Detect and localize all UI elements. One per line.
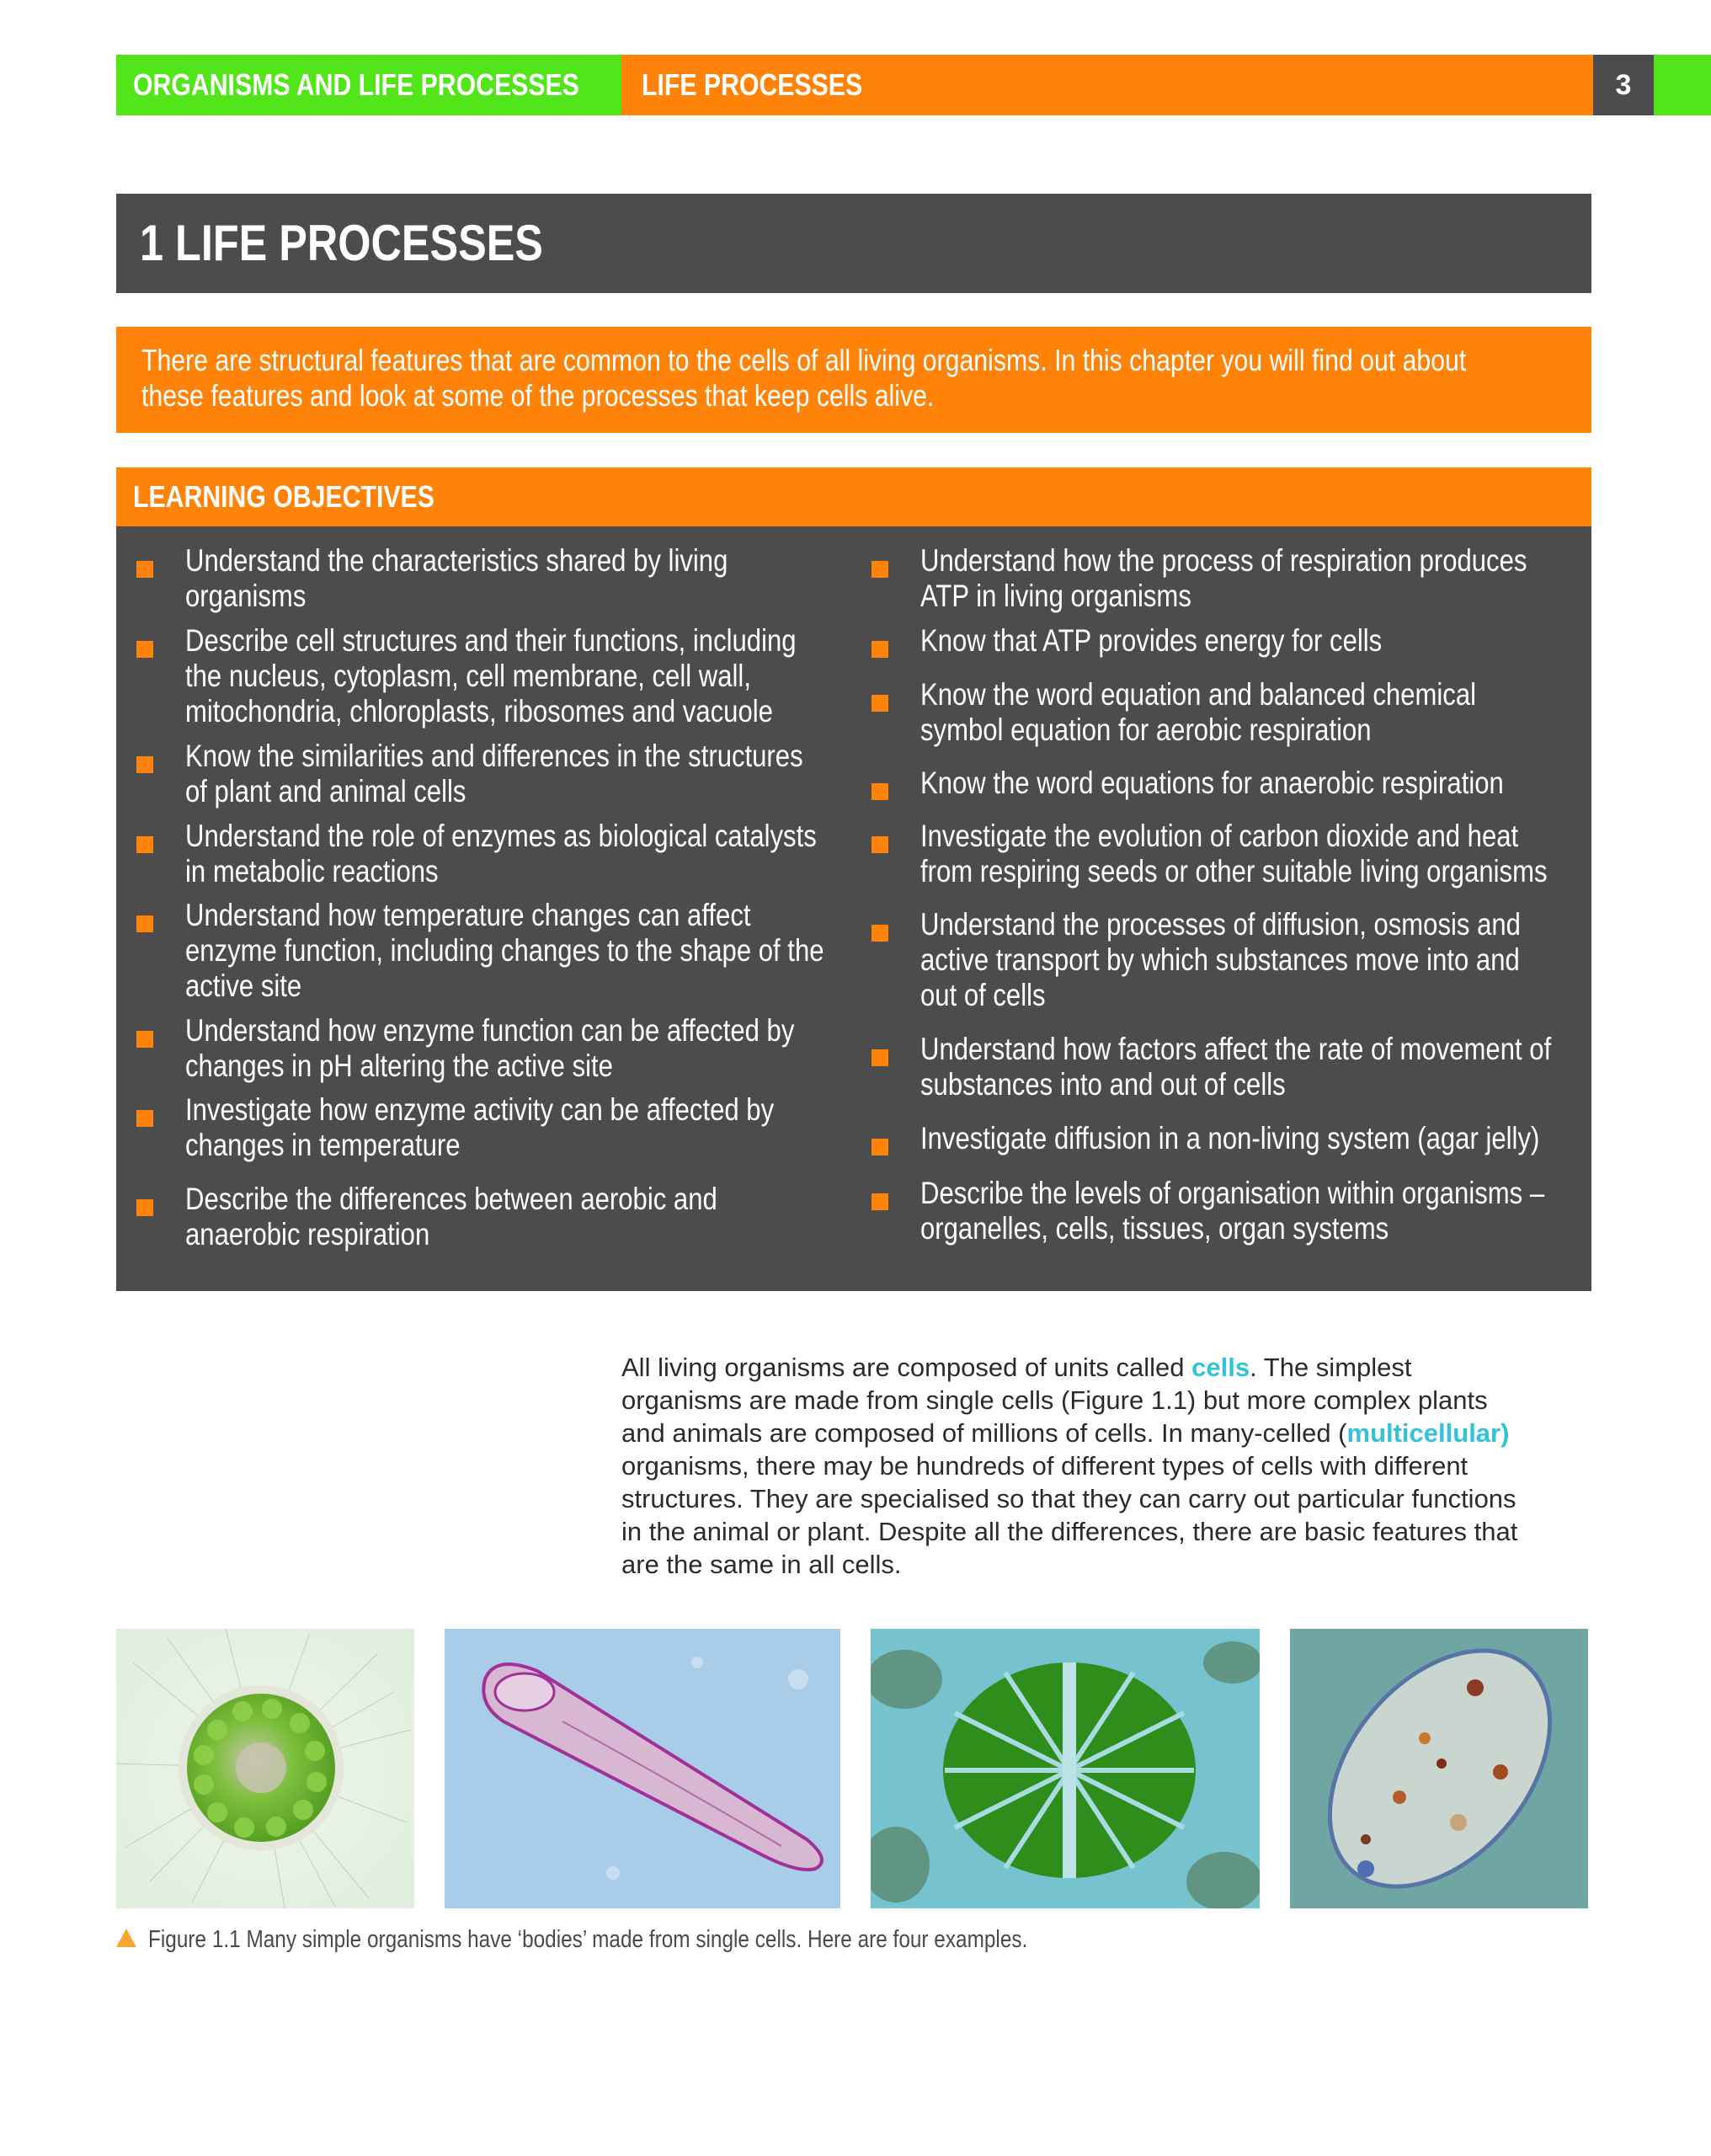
objective-line: Understand how enzyme function can be affected by	[185, 1013, 795, 1048]
keyword-cells: cells	[1191, 1353, 1250, 1382]
objective-line: changes in temperature	[185, 1128, 461, 1162]
objective-line: Know that ATP provides energy for cells	[920, 623, 1383, 658]
bullet-square-icon	[871, 925, 888, 942]
bullet-square-icon	[136, 915, 153, 932]
objective-line: Describe the levels of organisation within organisms –	[920, 1176, 1545, 1210]
objective-line: Know the word equations for anaerobic respiration	[920, 766, 1504, 800]
bullet-square-icon	[871, 783, 888, 800]
caption-text: Figure 1.1 Many simple organisms have ‘bodies’ made from single cells. Here are four examples.	[148, 1926, 1028, 1953]
paragraph-line: organisms, there may be hundreds of different types of cells with different	[621, 1451, 1468, 1481]
objective-line: Understand how the process of respiration produces	[920, 543, 1527, 578]
bullet-square-icon	[136, 561, 153, 578]
objective-line: organisms	[185, 579, 306, 613]
chapter-title-bar	[116, 194, 1591, 293]
bullet-square-icon	[871, 641, 888, 658]
objective-line: organelles, cells, tissues, organ systems	[920, 1211, 1389, 1246]
objective-line: Understand how factors affect the rate of movement of	[920, 1032, 1552, 1066]
objective-line: Understand the characteristics shared by living	[185, 543, 728, 578]
chapter-title: 1 LIFE PROCESSES	[140, 215, 543, 271]
paragraph-line	[621, 1351, 1412, 1384]
running-header-chapter	[621, 55, 1593, 115]
objective-line: substances into and out of cells	[920, 1067, 1286, 1102]
objective-line: Understand how temperature changes can affect	[185, 898, 751, 932]
objective-line: Describe cell structures and their functions, including	[185, 623, 797, 658]
bullet-square-icon	[871, 561, 888, 578]
objective-line: changes in pH altering the active site	[185, 1049, 613, 1083]
bullet-square-icon	[136, 1031, 153, 1048]
bullet-square-icon	[871, 1139, 888, 1155]
objective-line: mitochondria, chloroplasts, ribosomes and vacuole	[185, 694, 773, 728]
learning-objectives-title: LEARNING OBJECTIVES	[133, 479, 434, 514]
bullet-square-icon	[871, 836, 888, 853]
learning-objectives-panel	[116, 526, 1591, 1291]
bullet-square-icon	[871, 1193, 888, 1210]
keyword-multicellular: multicellular)	[1346, 1418, 1510, 1448]
running-header-section	[116, 55, 621, 115]
bullet-square-icon	[136, 1199, 153, 1216]
bullet-square-icon	[136, 641, 153, 658]
text-run: and animals are composed of millions of cells. In many-celled (	[621, 1418, 1347, 1448]
objective-line: active transport by which substances move into and	[920, 942, 1520, 977]
objective-line: Investigate how enzyme activity can be affected by	[185, 1092, 775, 1127]
bullet-square-icon	[871, 1049, 888, 1066]
paragraph-line: structures. They are specialised so that they can carry out particular functions	[621, 1484, 1516, 1513]
objective-line: enzyme function, including changes to the shape of the	[185, 933, 824, 968]
paragraph-line: in the animal or plant. Despite all the differences, there are basic features that	[621, 1517, 1518, 1546]
objective-line: Describe the differences between aerobic and	[185, 1182, 717, 1216]
objective-line: out of cells	[920, 978, 1046, 1012]
text-run: All living organisms are composed of units called	[621, 1353, 1192, 1382]
page-number: 3	[1615, 69, 1632, 101]
photo-ciliate-cell	[1290, 1629, 1588, 1908]
objective-line: anaerobic respiration	[185, 1217, 430, 1251]
section-title: ORGANISMS AND LIFE PROCESSES	[133, 67, 579, 102]
bullet-square-icon	[871, 695, 888, 712]
objective-line: ATP in living organisms	[920, 579, 1191, 613]
intro-line: these features and look at some of the processes that keep cells alive.	[141, 378, 935, 413]
objective-line: in metabolic reactions	[185, 854, 439, 889]
objective-line: symbol equation for aerobic respiration	[920, 712, 1372, 747]
chapter-intro	[116, 327, 1591, 433]
photo-green-spherical-cell	[116, 1629, 414, 1908]
objective-line: Know the word equation and balanced chemical	[920, 677, 1477, 712]
objective-line: active site	[185, 969, 302, 1003]
objective-line: of plant and animal cells	[185, 774, 466, 808]
header-accent	[1654, 55, 1711, 115]
objective-line: Know the similarities and differences in the structures	[185, 739, 803, 773]
objective-line: Investigate the evolution of carbon dioxide and heat	[920, 819, 1519, 853]
objective-line: Understand the role of enzymes as biological catalysts	[185, 819, 817, 853]
text-run: . The simplest	[1250, 1353, 1412, 1382]
paragraph-line: organisms are made from single cells (Figure 1.1) but more complex plants	[621, 1385, 1488, 1415]
objective-line: Investigate diffusion in a non-living system (agar jelly)	[920, 1121, 1540, 1155]
photo-green-desmid	[871, 1629, 1260, 1908]
triangle-marker-icon	[116, 1929, 136, 1947]
objective-line: Understand the processes of diffusion, osmosis and	[920, 907, 1521, 942]
paragraph-line: are the same in all cells.	[621, 1550, 902, 1579]
chapter-running-title: LIFE PROCESSES	[642, 67, 863, 102]
bullet-square-icon	[136, 836, 153, 853]
bullet-square-icon	[136, 1110, 153, 1127]
page-number-box	[1593, 55, 1654, 115]
objective-line: the nucleus, cytoplasm, cell membrane, cell wall,	[185, 659, 751, 693]
learning-objectives-header	[116, 467, 1591, 526]
intro-line: There are structural features that are common to the cells of all living organisms. In this chapter you will find out about	[141, 343, 1467, 377]
paragraph-line	[621, 1417, 1509, 1449]
bullet-square-icon	[136, 756, 153, 773]
objective-line: from respiring seeds or other suitable living organisms	[920, 854, 1548, 889]
photo-paramecium-purple	[445, 1629, 840, 1908]
